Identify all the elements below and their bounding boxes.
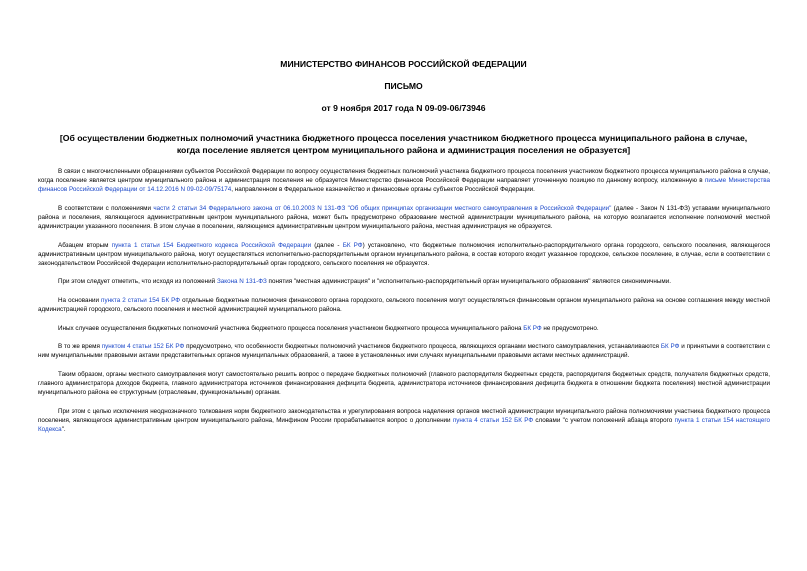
paragraph-text: понятия "местная администрация" и "исполнительно-распорядительный орган муниципального образования" являются синонимичными. [266,278,671,286]
paragraph [38,370,770,397]
paragraph-text: и принятыми в соответствии с ним муниципальными правовыми актами представительных органов муниципальных образований, а также в установленных ими случаях муниципальными правовыми актами местных администраций. [38,343,771,360]
document-link[interactable]: пункта 4 статьи 152 БК РФ [452,416,534,424]
paragraph [38,296,770,314]
paragraph-text: При этом с целью исключения неоднозначного толкования норм бюджетного законодательства и урегулирования вопроса наделения органов местной администрации муниципального района полномочиями участника бюджетного процесса поселения, являющегося административным центром муниципального района, Минфином России прорабатывается вопрос о дополнении [38,407,770,424]
paragraph-text: отдельные бюджетные полномочия финансового органа городского, сельского поселения могут осуществляться финансовым органом муниципального района на основе соглашения между местной администрацией городского, сельского поселения и местной администрацией муниципального района. [38,296,771,314]
document-link[interactable]: БК РФ [342,241,363,249]
document-type-heading: ПИСЬМО [384,81,423,91]
paragraph [38,407,770,434]
document-link[interactable]: пункта 1 статьи 154 настоящего Кодекса [38,416,770,433]
paragraph-text: ) установлено, что бюджетные полномочия исполнительно-распорядительного органа городского, сельского поселения, являющегося административным центром муниципального района, могут осуществляться исполнительно-распорядительным органом муниципального района, в состав которого входит указанное городское, сельское поселение, в случае, если в соответствии с законодательством Российской Федерации исполнительно-распорядительный орган городского, сельского поселения не образуется. [38,241,771,267]
document-link[interactable]: пунктом 4 статьи 152 БК РФ [101,343,185,351]
paragraph [38,324,770,333]
document-title: [Об осуществлении бюджетных полномочий участника бюджетного процесса поселения участником бюджетного процесса муниципального района в случае, когда поселение является центром муниципального района и администрация поселения не образуется] [59,133,748,155]
document-date-number: от 9 ноября 2017 года N 09-09-06/73946 [321,103,486,113]
paragraph-text: (далее - [311,241,343,249]
document-link[interactable]: пункта 1 статьи 154 Бюджетного кодекса Российской Федерации [111,241,312,249]
document-link[interactable]: БК РФ [523,324,542,332]
paragraph-text: Иных случаев осуществления бюджетных полномочий участника бюджетного процесса поселения участником бюджетного процесса муниципального района [58,324,524,332]
paragraph-text: На основании [58,296,102,304]
paragraph-text: ". [61,425,66,433]
document-link[interactable]: Закона N 131-ФЗ [216,278,267,286]
paragraph-text: Абзацем вторым [58,241,112,249]
paragraph [38,342,770,360]
paragraph-text: не предусмотрено. [541,324,599,332]
paragraph-text: В то же время [58,343,102,351]
paragraph-text: словами "с учетом положений абзаца второго [533,416,675,424]
document-link[interactable]: пункта 2 статьи 154 БК РФ [101,296,181,304]
paragraph-text: , направленном в Федеральное казначейство и финансовые органы субъектов Российской Федерации. [231,186,535,194]
paragraph [38,277,770,286]
paragraph-text: Таким образом, органы местного самоуправления могут самостоятельно решить вопрос о передаче бюджетных полномочий (главного распорядителя бюджетных средств, распорядителя бюджетных средств, получателя бюджетных средств, главного администратора доходов бюджета, главного администратора источников финансирования дефицита бюджета, администратора источников финансирования дефицита бюджета в отношении бюджета поселения) местной администрации муниципального района ее структурным (отраслевым, функциональным) органам. [38,370,770,397]
paragraph-text: При этом следует отметить, что исходя из положений [58,278,217,286]
paragraph-text: В соответствии с положениями [58,204,154,212]
document-body [38,167,770,434]
document-link[interactable]: БК РФ [660,343,680,351]
document-link[interactable]: части 2 статьи 34 Федерального закона от 06.10.2003 N 131-ФЗ "Об общих принципах организации местного самоуправления в Российской Федерации" [153,204,612,212]
paragraph-text: (далее - Закон N 131-ФЗ) уставами муниципального района и поселения, являющегося административным центром муниципального района, может быть предусмотрено образование местной администрации муниципального района, на которую возлагается исполнение полномочий местной администрации указанного поселения. В этом случае в поселении, являющемся административным центром муниципального района, местная администрация не образуется. [38,204,770,230]
paragraph [38,204,770,231]
paragraph [38,241,770,268]
document-link[interactable]: письме Министерства финансов Российской Федерации от 14.12.2016 N 09-02-09/75174 [38,177,770,194]
ministry-heading: МИНИСТЕРСТВО ФИНАНСОВ РОССИЙСКОЙ ФЕДЕРАЦИИ [280,59,527,69]
paragraph-text: предусмотрено, что особенности бюджетных полномочий участников бюджетного процесса, являющихся органами местного самоуправления, устанавливаются [184,343,661,351]
paragraph [38,167,770,194]
paragraph-text: В связи с многочисленными обращениями субъектов Российской Федерации по вопросу осуществления бюджетных полномочий участника бюджетного процесса поселения участником бюджетного процесса муниципального района в случае, когда поселение является центром муниципального района и администрация поселения не образуется Министерство финансов Российской Федерации направляет уточненную позицию по данному вопросу, изложенную в [38,168,770,185]
